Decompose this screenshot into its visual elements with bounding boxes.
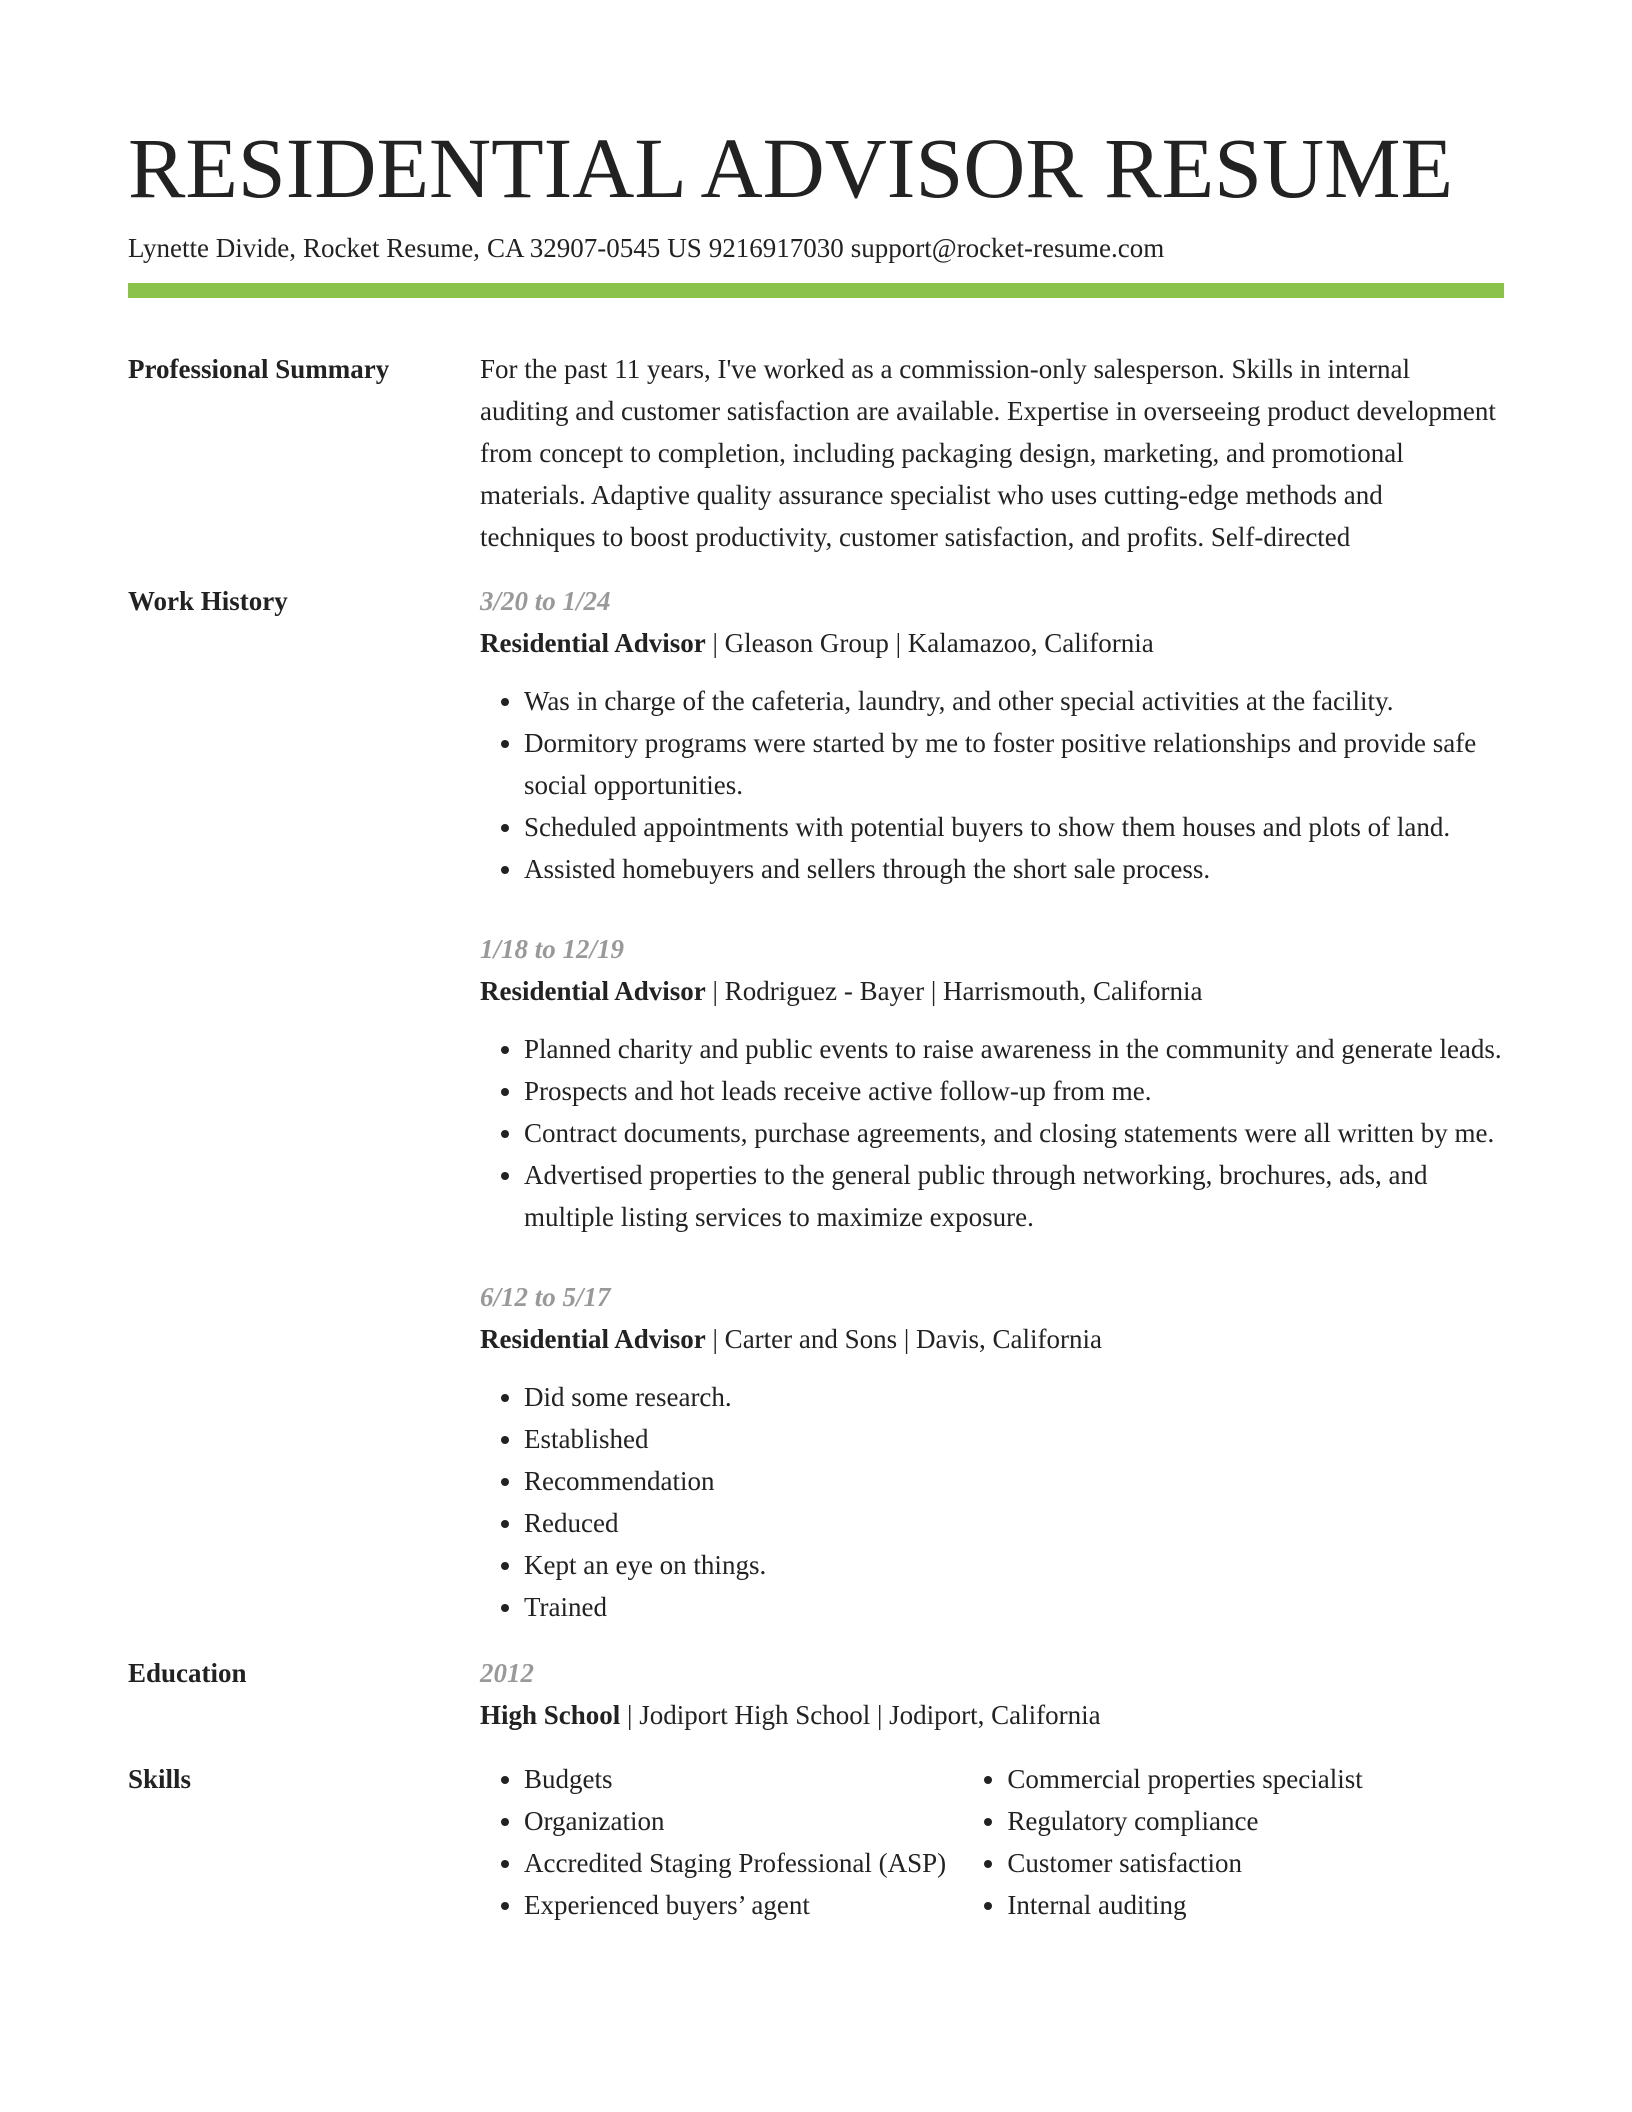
- job-bullet: • Established: [524, 1418, 1504, 1460]
- education-date: 2012: [480, 1658, 534, 1688]
- skill-item: • Budgets: [524, 1758, 963, 1800]
- summary-label: Professional Summary: [128, 354, 390, 384]
- job-role: [480, 622, 1504, 664]
- job-entry: [480, 580, 1504, 890]
- skills-section: [128, 1758, 1504, 1926]
- skill-item: • Experienced buyers’ agent: [524, 1884, 963, 1926]
- job-bullet: • Reduced: [524, 1502, 1504, 1544]
- job-details: | Rodriguez - Bayer | Harrismouth, California: [705, 976, 1203, 1006]
- summary-section: [128, 348, 1504, 558]
- skills-column: [963, 1758, 1504, 1926]
- education-entry: [480, 1694, 1504, 1736]
- contact-name: Lynette Divide,: [128, 233, 296, 263]
- job-bullets: [480, 1028, 1504, 1238]
- summary-body: [480, 348, 1504, 558]
- job-bullet: • Trained: [524, 1586, 1504, 1628]
- job-bullet: • Dormitory programs were started by me to foster positive relationships and provide safe social opportunities.: [524, 722, 1504, 806]
- summary-text: For the past 11 years, I've worked as a commission-only salesperson. Skills in internal auditing and customer satisfaction are available. Expertise in overseeing product development from concept to completion, including packaging design, marketing, and promotional materials. Adaptive quality assurance specialist who uses cutting-edge methods and techniques to boost productivity, customer satisfaction, and profits. Self-directed: [480, 354, 1496, 552]
- work-history-section: [128, 580, 1504, 1628]
- skill-item: • Organization: [524, 1800, 963, 1842]
- contact-email[interactable]: support@rocket-resume.com: [850, 233, 1165, 263]
- job-role: [480, 970, 1504, 1012]
- skill-item: • Accredited Staging Professional (ASP): [524, 1842, 963, 1884]
- job-details: | Carter and Sons | Davis, California: [705, 1324, 1103, 1354]
- job-role: [480, 1318, 1504, 1360]
- resume-title: RESIDENTIAL ADVISOR RESUME: [128, 120, 1454, 216]
- job-bullet: • Kept an eye on things.: [524, 1544, 1504, 1586]
- education-details: | Jodiport High School | Jodiport, California: [620, 1700, 1101, 1730]
- job-bullet: • Contract documents, purchase agreements, and closing statements were all written by me.: [524, 1112, 1504, 1154]
- job-title: Residential Advisor: [480, 628, 706, 658]
- job-title: Residential Advisor: [480, 1324, 706, 1354]
- contact-line: [128, 230, 1504, 266]
- education-body: [480, 1652, 1504, 1736]
- work-history-body: [480, 580, 1504, 1628]
- contact-company: Rocket Resume,: [302, 233, 480, 263]
- education-label: Education: [128, 1658, 247, 1688]
- job-bullet: • Prospects and hot leads receive active follow-up from me.: [524, 1070, 1504, 1112]
- job-entry: [480, 1276, 1504, 1628]
- education-degree: High School: [480, 1700, 621, 1730]
- work-history-label: Work History: [128, 586, 288, 616]
- skill-item: • Regulatory compliance: [1007, 1800, 1504, 1842]
- job-date: 6/12 to 5/17: [480, 1282, 611, 1312]
- contact-state-zip: CA 32907-0545: [486, 233, 661, 263]
- job-bullet: • Advertised properties to the general public through networking, brochures, ads, and multiple listing services to maximize exposure.: [524, 1154, 1504, 1238]
- job-title: Residential Advisor: [480, 976, 706, 1006]
- job-bullets: [480, 680, 1504, 890]
- job-date: 1/18 to 12/19: [480, 934, 625, 964]
- job-bullet: • Scheduled appointments with potential buyers to show them houses and plots of land.: [524, 806, 1504, 848]
- education-section: [128, 1652, 1504, 1736]
- job-bullet: • Was in charge of the cafeteria, laundry, and other special activities at the facility.: [524, 680, 1504, 722]
- skill-item: • Commercial properties specialist: [1007, 1758, 1504, 1800]
- job-details: | Gleason Group | Kalamazoo, California: [705, 628, 1154, 658]
- job-bullet: • Did some research.: [524, 1376, 1504, 1418]
- job-bullet: • Recommendation: [524, 1460, 1504, 1502]
- skills-body: [480, 1758, 1504, 1926]
- resume-page: [128, 118, 1504, 1926]
- job-entry: [480, 928, 1504, 1238]
- contact-phone: 9216917030: [708, 233, 844, 263]
- skill-item: • Internal auditing: [1007, 1884, 1504, 1926]
- contact-country: US: [667, 233, 702, 263]
- skills-column: [480, 1758, 963, 1926]
- skills-label: Skills: [128, 1764, 192, 1794]
- job-bullet: • Planned charity and public events to raise awareness in the community and generate leads.: [524, 1028, 1504, 1070]
- skills-grid: [480, 1758, 1504, 1926]
- job-bullets: [480, 1376, 1504, 1628]
- job-bullet: • Assisted homebuyers and sellers through the short sale process.: [524, 848, 1504, 890]
- job-date: 3/20 to 1/24: [480, 586, 611, 616]
- header-divider: [128, 283, 1504, 298]
- skill-item: • Customer satisfaction: [1007, 1842, 1504, 1884]
